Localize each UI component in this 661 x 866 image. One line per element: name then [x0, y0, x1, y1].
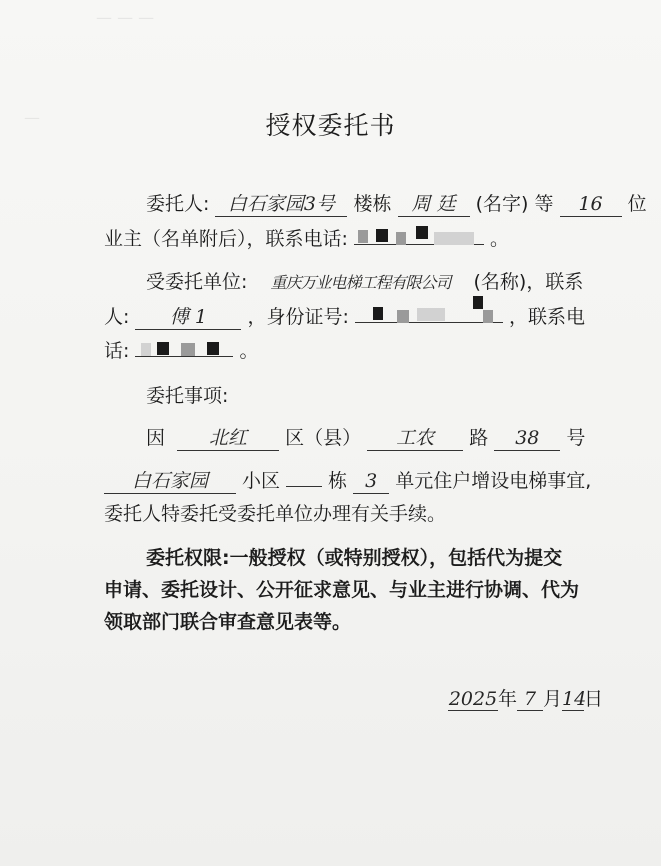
principal-line-2 [104, 226, 509, 251]
principal-estate-handwriting: 白石家园3号 [215, 192, 347, 217]
road-handwriting: 工农 [367, 426, 463, 451]
building-blank [286, 468, 322, 487]
matter-line-2 [104, 468, 591, 494]
unit-handwriting: 3 [353, 469, 389, 494]
bleed-through-mark: — — — [96, 8, 155, 27]
agent-company-handwriting: 重庆万业电梯工程有限公司 [270, 273, 451, 292]
agent-line-2 [104, 304, 585, 330]
authority-line-2: 申请、委托设计、公开征求意见、与业主进行协调、代为 [104, 579, 580, 601]
authority-label: 委托权限: [146, 547, 230, 569]
day-handwriting: 14 [562, 688, 587, 710]
principal-name-handwriting: 周 廷 [398, 192, 470, 217]
yin-text: 因 [146, 427, 166, 449]
building-label: 楼栋 [353, 193, 392, 215]
agent-phone-label: ，联系电 [509, 306, 586, 328]
id-number-redacted [355, 304, 503, 323]
community-handwriting: 白石家园 [104, 469, 236, 494]
name-hint: (名字) [475, 193, 529, 215]
agent-label: 受委托单位: [146, 271, 248, 293]
hao-text: 号 [566, 427, 586, 449]
signature-date [448, 684, 603, 711]
principal-phone-redacted [354, 226, 484, 245]
authority-text-1: 一般授权（或特别授权），包括代为提交 [229, 547, 563, 569]
owners-label: 业主（名单附后），联系电话: [104, 228, 348, 250]
contact-name-handwriting: 傅 1 [135, 305, 241, 330]
district-handwriting: 北红 [177, 426, 279, 451]
year-handwriting: 2025 [448, 688, 498, 710]
house-number-handwriting: 38 [494, 426, 560, 451]
unit-text: 单元住户增设电梯事宜, [395, 470, 592, 492]
agent-phone-redacted [135, 338, 233, 357]
month-handwriting: 7 [517, 688, 543, 711]
agent-line-3 [104, 338, 259, 363]
matter-label: 委托事项: [146, 385, 229, 407]
deng-text: 等 [534, 193, 554, 215]
year-label: 年 [498, 688, 518, 710]
bleed-through-mark: — [24, 108, 40, 127]
wei-text: 位 [627, 193, 647, 215]
road-label: 路 [469, 427, 489, 449]
authority-line-1 [146, 546, 562, 570]
end-mark: 。 [490, 228, 510, 250]
authority-line-3: 领取部门联合审查意见表等。 [104, 611, 352, 633]
district-label: 区（县） [285, 427, 362, 449]
day-label: 日 [584, 688, 604, 710]
id-label: ，身份证号: [247, 306, 349, 328]
agent-line-1 [146, 270, 583, 295]
principal-line-1 [146, 192, 647, 217]
company-name-hint: (名称)，联系 [473, 271, 584, 293]
owner-count-handwriting: 16 [560, 192, 622, 217]
entrust-sentence: 委托人特委托受委托单位办理有关手续。 [104, 503, 447, 525]
contact-label: 人: [104, 306, 130, 328]
agent-phone-end: 。 [239, 340, 259, 362]
document-title: 授权委托书 [265, 111, 396, 140]
building-label-2: 栋 [328, 470, 348, 492]
agent-phone-label-2: 话: [104, 340, 130, 362]
month-label: 月 [543, 688, 563, 710]
community-label: 小区 [242, 470, 281, 492]
matter-line-1 [146, 426, 585, 451]
principal-label: 委托人: [146, 193, 210, 215]
